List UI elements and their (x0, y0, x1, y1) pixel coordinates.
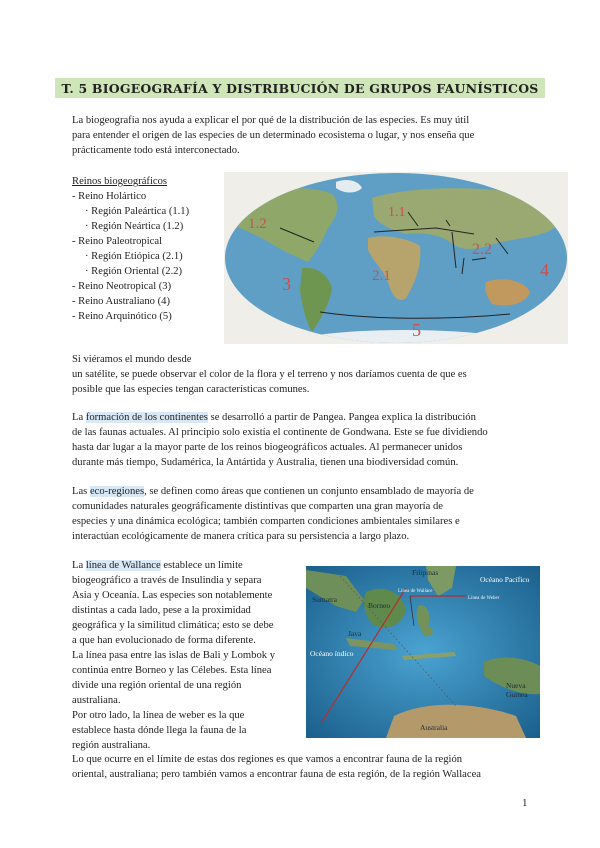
satellite-paragraph (72, 352, 528, 397)
wallace-line: geográfica y la similitud climática; esto se debe (72, 620, 274, 631)
text-fragment: La (72, 560, 86, 571)
label-linea-weber: Línea de Weber (468, 596, 500, 601)
wallace-line: establece hasta dónde llega la fauna de la (72, 725, 247, 736)
world-map-image (224, 172, 568, 344)
intro-line: prácticamente todo está interconectado. (72, 145, 240, 156)
annotation-5: 5 (412, 320, 421, 340)
reino-item: - Reino Paleotropical (72, 236, 163, 247)
label-sumatra: Sumatra (312, 595, 337, 604)
closing-line: Lo que ocurre en el límite de estas dos regiones es que vamos a encontrar fauna de la región (72, 754, 463, 765)
reino-item: - Reino Arquinótico (5) (72, 311, 172, 322)
highlight-term: línea de Wallance (85, 560, 161, 571)
wallace-line: distintas a cada lado, pese a la proximidad (72, 605, 251, 616)
highlight-term: eco-regiones (89, 486, 145, 497)
wallace-line: divide una región oriental de una región (72, 680, 242, 691)
wallace-line: La línea pasa entre las islas de Bali y Lombok y (72, 650, 275, 661)
annotation-2-2: 2.2 (472, 241, 492, 258)
intro-paragraph (72, 113, 528, 158)
annotation-1-2: 1.2 (248, 216, 267, 232)
ecoregiones-line: especies y una dinámica ecológica; también comparten condiciones ambientales similares e (72, 516, 460, 527)
satellite-line: posible que las especies tengan características comunes. (72, 384, 310, 395)
region-item: · Región Oriental (2.2) (85, 266, 183, 277)
wallace-line: Asia y Oceanía. Las especies son notablemente (72, 590, 273, 601)
title-container (0, 78, 600, 98)
continentes-line: durante más tiempo, Sudamérica, la Antártida y Australia, tienen una biodiversidad común. (72, 457, 459, 468)
label-nueva: Nueva (506, 681, 526, 690)
intro-line: para entender el origen de las especies de un determinado ecosistema o lugar, y nos enseña que (72, 130, 475, 141)
annotation-3: 3 (282, 274, 291, 294)
label-java: Java (348, 629, 362, 638)
wallace-line: continúa entre Borneo y las Célebes. Esta línea (72, 665, 272, 676)
annotation-1-1: 1.1 (388, 205, 406, 220)
text-fragment: , se definen como áreas que contienen un conjunto ensamblado de mayoría de (144, 486, 474, 497)
label-australia: Australia (420, 723, 448, 732)
highlight-term: formación de los continentes (85, 412, 208, 423)
ecoregiones-line: comunidades naturales geográficamente distintivas que comparten una gran mayoría de (72, 501, 443, 512)
intro-line: La biogeografía nos ayuda a explicar el por qué de la distribución de las especies. Es muy útil (72, 115, 470, 126)
wallace-line: biogeográfico a través de Insulindia y separa (72, 575, 262, 586)
satellite-line: Si viéramos el mundo desde (72, 354, 192, 365)
region-item: · Región Neártica (1.2) (85, 221, 184, 232)
closing-line: oriental, australiana; pero también vamos a encontrar fauna de esta región, de la región Wallacea (72, 769, 481, 780)
text-fragment: establece un límite (160, 560, 243, 571)
wallace-line: Por otro lado, la línea de weber es la que (72, 710, 245, 721)
satellite-line: un satélite, se puede observar el color de la flora y el terreno y nos daríamos cuenta de que es (72, 369, 467, 380)
region-item: · Región Etiópica (2.1) (85, 251, 183, 262)
label-filipinas: Filipinas (412, 568, 439, 577)
label-borneo: Borneo (368, 601, 391, 610)
reinos-heading: Reinos biogeográficos (72, 176, 168, 187)
ecoregiones-line: interactúan ecológicamente de manera crítica para su persistencia a largo plazo. (72, 531, 410, 542)
reino-item: - Reino Neotropical (3) (72, 281, 172, 292)
reino-item: - Reino Holártico (72, 191, 147, 202)
annotation-2-1: 2.1 (372, 268, 391, 284)
text-fragment: La (72, 412, 86, 423)
closing-paragraph (72, 752, 532, 782)
continentes-line: de las faunas actuales. Al principio solo existía el continente de Gondwana. Este se fue dividiendo (72, 427, 488, 438)
continentes-paragraph (72, 410, 528, 470)
ecoregiones-paragraph (72, 484, 528, 544)
wallace-line: a que han evolucionado de forma diferente. (72, 635, 256, 646)
annotation-4: 4 (540, 260, 549, 280)
region-item: · Región Paleártica (1.1) (85, 206, 190, 217)
label-guinea: Guinea (506, 690, 528, 699)
wallace-paragraph (72, 558, 294, 753)
reino-item: - Reino Australiano (4) (72, 296, 170, 307)
label-indico: Océano índico (310, 649, 354, 658)
wallace-line: región australiana. (72, 740, 151, 751)
wallace-line-map-image (306, 566, 540, 738)
page-title: T. 5 BIOGEOGRAFÍA Y DISTRIBUCIÓN DE GRUPOS FAUNÍSTICOS (55, 78, 544, 98)
label-linea-wallace: Línea de Wallace (398, 589, 433, 594)
wallace-line: australiana. (72, 695, 121, 706)
label-pacifico: Océano Pacífico (480, 575, 530, 584)
text-fragment: se desarrolló a partir de Pangea. Pangea explica la distribución (207, 412, 476, 423)
page-number: 1 (522, 797, 528, 809)
reinos-list (72, 174, 222, 324)
text-fragment: Las (72, 486, 90, 497)
continentes-line: hasta dar lugar a la mayor parte de los reinos biogeográficos actuales. Al permanecer unidos (72, 442, 463, 453)
